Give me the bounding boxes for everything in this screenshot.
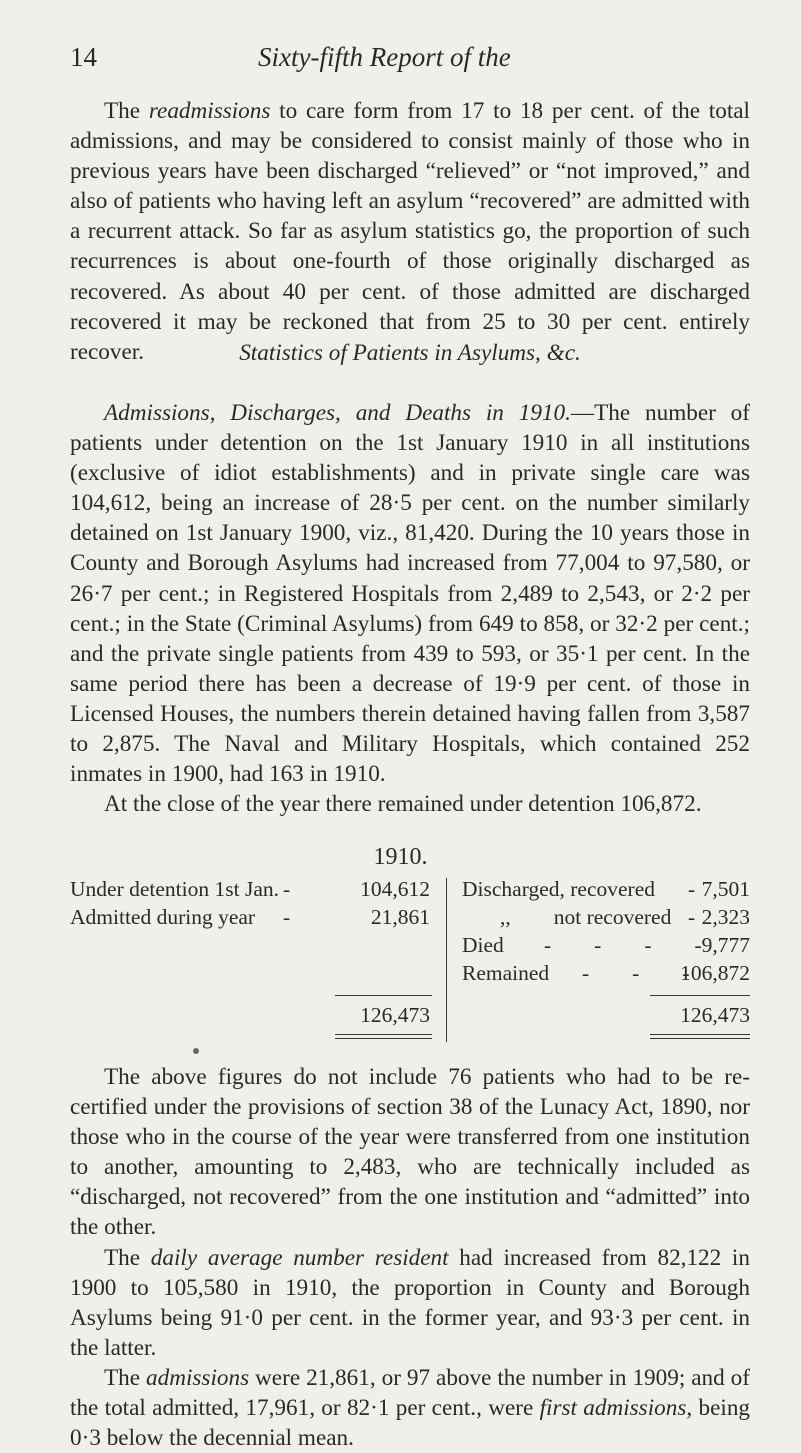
page-number: 14 xyxy=(70,42,97,72)
ledger-dash: - xyxy=(283,877,291,901)
ledger-left-value: 104,612 xyxy=(360,877,430,901)
readmissions-paragraph xyxy=(70,96,750,367)
text-run: , being 0·3 below the decennial mean. xyxy=(70,1395,751,1452)
not-include-paragraph: The above figures do not include 76 patients who had to be re-certified under the provisions of section 38 of the Lunacy Act, 1890, nor those who in the course of the year were transferred from one institution to another, amounting to 2,483, who are technically included as “discharged, not recovered” from the one institution and “admitted” into the other. xyxy=(70,1064,750,1241)
ledger-right-label: Died xyxy=(462,933,504,957)
running-title: Sixty-fifth Report of the xyxy=(258,42,511,72)
ledger-right-label: ,, not recovered xyxy=(500,905,672,929)
ledger-dash: - xyxy=(283,905,291,929)
ink-speck xyxy=(193,1048,199,1054)
text-run: The xyxy=(104,98,149,124)
admissions-paragraph xyxy=(70,1363,750,1453)
ledger-right-value: 9,777 xyxy=(701,933,750,957)
paragraph-subheading: Admissions, Discharges, and Deaths in 1910. xyxy=(104,400,571,426)
text-run: to care form from 17 to 18 per cent. of the total admissions, and may be considered to consist mainly of those who in previous years have been discharged “relieved” or “not improved,” and also of patients who having left an asylum “recovered” are admitted with a recurrent attack. So far as asylum statistics go, the proportion of such recurrences is about one-fourth of those originally discharged as recovered. As about 40 per cent. of those admitted are discharged recovered it may be reckoned that from 25 to 30 per cent. entirely recover. xyxy=(70,98,750,365)
ledger-right-rule xyxy=(650,995,750,996)
ledger-right-label: Remained xyxy=(462,961,550,985)
term-first-admissions: first admissions xyxy=(539,1395,687,1422)
admissions-1910-paragraph xyxy=(70,398,750,789)
admissions-1910-block xyxy=(70,398,750,819)
ledger-right-value: 106,872 xyxy=(680,961,750,985)
term-readmissions: readmissions xyxy=(148,98,271,124)
ledger-left-total: 126,473 xyxy=(360,1003,430,1027)
text-run: —The number of patients under detention on the 1st January 1910 in all institutions (exclusive of idiot establishments) and in private single care was 104,612, being an increase of 28·5 per cent. on the number similarly detained on 1st January 1900, viz., 81,420. During the 10 years those in County and Borough Asylums had increased from 77,004 to 97,580, or 26·7 per cent.; in Registered Hospitals from 2,489 to 2,543, or 2·2 per cent.; in the State (Criminal Asylums) from 649 to 858, or 32·2 per cent.; and the private single patients from 439 to 593, or 35·1 per cent. In the same period there has been a decrease of 19·9 per cent. of those in Licensed Houses, the numbers therein detained having fallen from 3,587 to 2,875. The Naval and Military Hospitals, which contained 252 inmates in 1900, had 163 in 1910. xyxy=(70,400,750,788)
ledger-dots: - - - xyxy=(582,961,690,985)
ledger-right-value: 7,501 xyxy=(701,877,750,901)
closing-paragraphs xyxy=(70,1062,750,1453)
section-heading: Statistics of Patients in Asylums, &c. xyxy=(239,340,581,366)
readmissions-paragraph-block xyxy=(70,96,750,367)
term-daily-average: daily average number resident xyxy=(150,1244,449,1271)
ledger-right-label: Discharged, recovered xyxy=(462,877,656,901)
term-admissions: admissions xyxy=(146,1364,250,1391)
page-header xyxy=(70,42,750,76)
ledger-right-value: 2,323 xyxy=(701,905,750,929)
ledger-left-label: Admitted during year xyxy=(70,905,256,929)
ledger-dots: - xyxy=(688,877,696,901)
ledger-dots: - - - - xyxy=(544,933,702,957)
ledger-left-rule xyxy=(335,995,432,996)
ledger-right-double-rule xyxy=(650,1034,750,1039)
ledger-right-total: 126,473 xyxy=(680,1003,750,1027)
text-run: had increased from 82,122 in 1900 to 105,580 in 1910, the proportion in County and Borough Asylums being 91·0 per cent. in the former year, and 93·3 per cent. in the latter. xyxy=(70,1244,750,1361)
ledger-left-value: 21,861 xyxy=(370,905,430,929)
ledger-left-label: Under detention 1st Jan. xyxy=(70,877,279,901)
text-run: The xyxy=(104,1244,151,1271)
daily-average-paragraph xyxy=(70,1243,750,1363)
close-of-year-paragraph: At the close of the year there remained under detention 106,872. xyxy=(104,791,702,818)
ledger-year: 1910. xyxy=(373,844,428,870)
text-run: were 21,861, or 97 above the number in 1909; and of the total admitted, 17,961, or 82·1 per cent., were xyxy=(70,1364,750,1422)
text-run: The xyxy=(104,1364,147,1391)
ledger-divider xyxy=(446,878,447,1042)
ledger-left-double-rule xyxy=(335,1034,432,1039)
ledger-dots: - xyxy=(688,905,696,929)
